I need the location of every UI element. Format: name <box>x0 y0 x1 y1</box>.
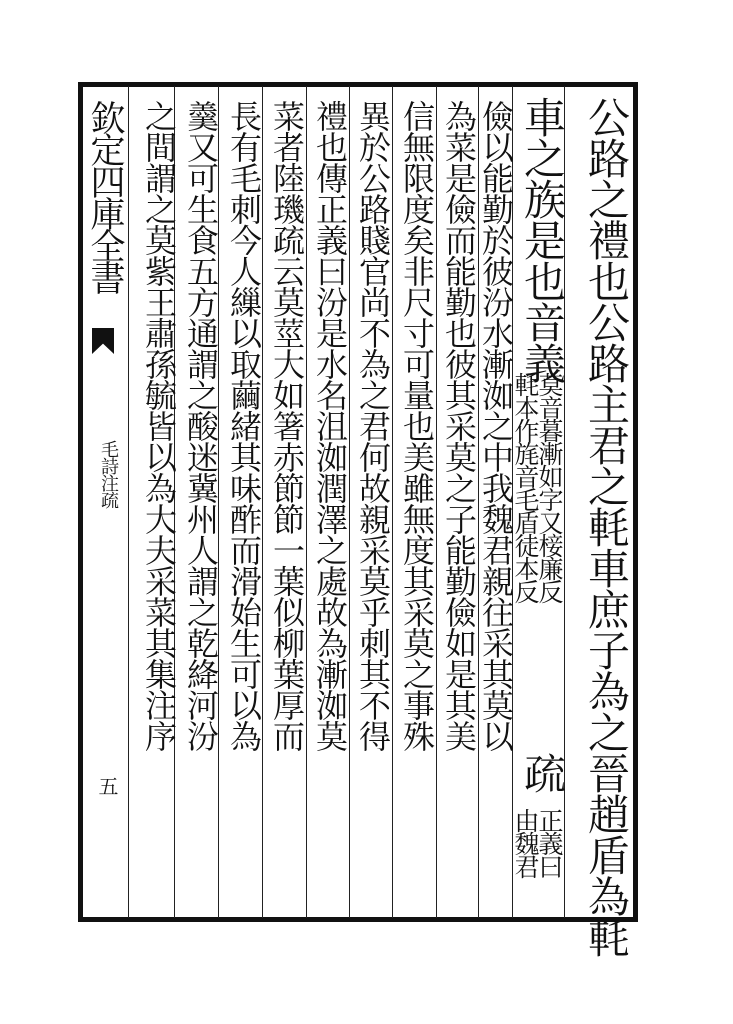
text-column-9: 長有毛刺今人繅以取繭緒其味酢而滑始生可以為 <box>225 100 263 751</box>
text-column-2: 車之族是也音義 <box>518 96 567 383</box>
text-column-3: 儉以能勤於彼汾水漸洳之中我魏君親往采其莫以 <box>477 100 515 751</box>
annotation-column-2b: 軞本作旄音毛盾徒本反 <box>511 372 540 602</box>
text-column-8: 菜者陸璣疏云莫莖大如箸赤節節一葉似柳葉厚而 <box>268 100 306 751</box>
text-column-10: 羹又可生食五方通謂之酸迷冀州人謂之乾絳河汾 <box>182 100 220 751</box>
text-column-5: 信無限度矣非尺寸可量也美雖無度其采莫之事殊 <box>398 100 436 751</box>
annotation-column-2c: 正義曰 <box>535 808 564 877</box>
page-number: 五 <box>95 776 119 796</box>
annotation-column-2d: 由魏君 <box>511 808 540 877</box>
text-column-7: 禮也傳正義曰汾是水名沮洳潤澤之處故為漸洳莫 <box>311 100 349 751</box>
text-column-6: 異於公路賤官尚不為之君何故親采莫乎刺其不得 <box>354 100 392 751</box>
text-column-4: 為菜是儉而能勤也彼其采莫之子能勤儉如是其美 <box>440 100 478 751</box>
book-title: 毛詩注疏 <box>98 440 119 508</box>
series-title: 欽定四庫全書 <box>85 100 125 292</box>
text-column-1: 公路之禮也公路主君之軞車庶子為之晉趙盾為軞 <box>582 96 631 957</box>
annotation-column-2a: 莫音暮漸如字又椄廉反 <box>535 372 564 602</box>
text-column-11: 之間謂之莫紫王肅孫毓皆以為大夫采菜其集注序 <box>140 100 178 751</box>
commentary-marker: 疏 <box>518 752 567 793</box>
